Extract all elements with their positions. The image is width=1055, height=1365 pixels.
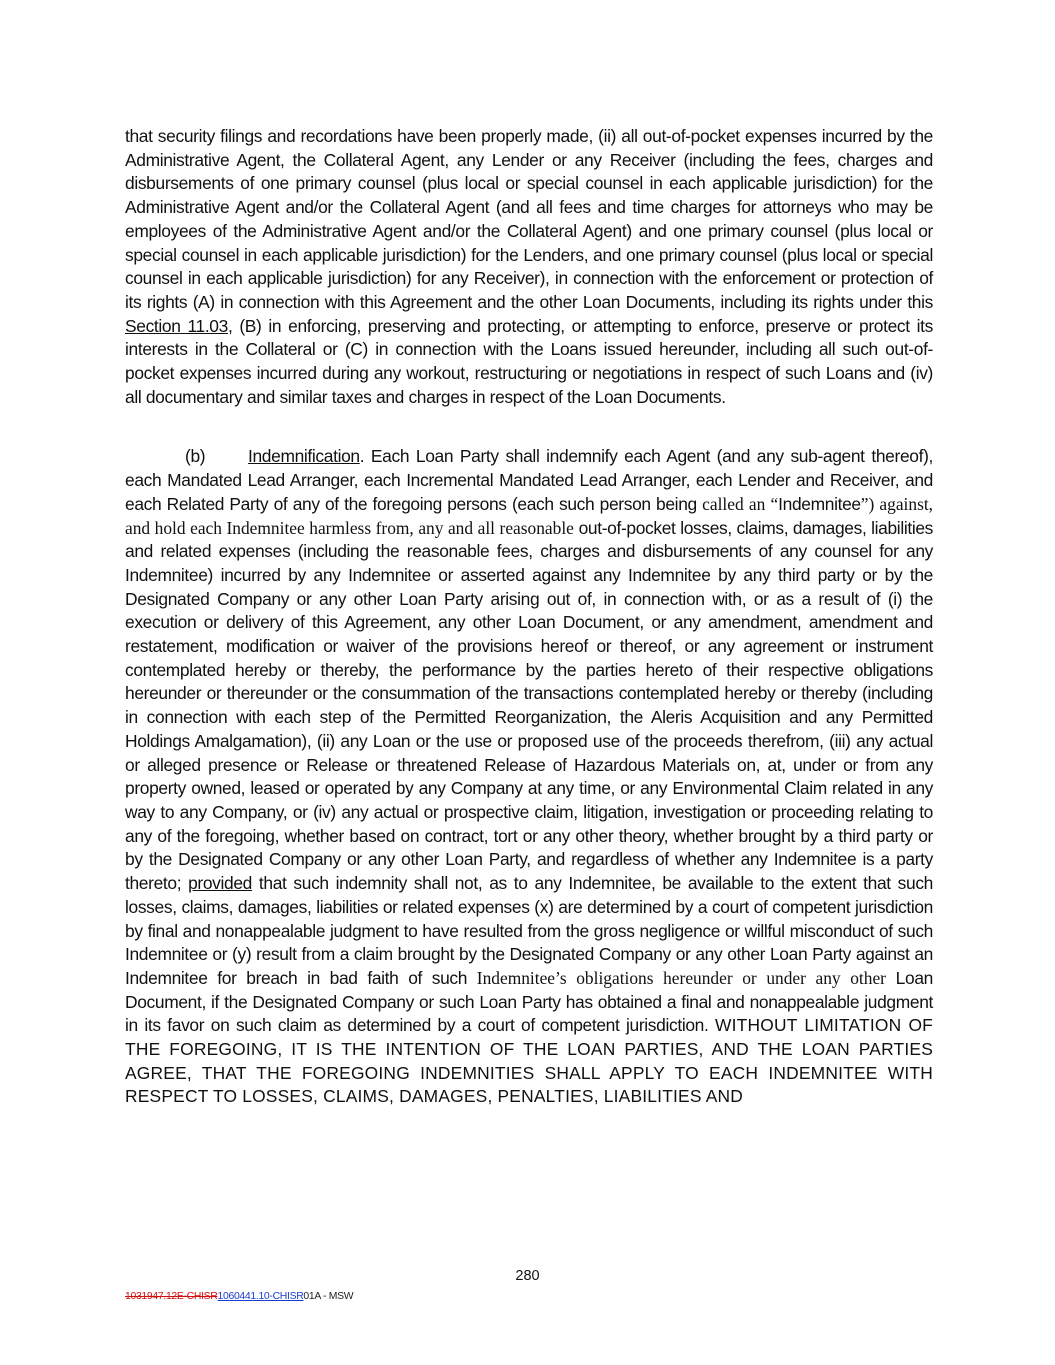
document-id-footer [125, 1291, 353, 1302]
paragraph-b-serif-2: ”) against, and hold each Indemnitee harmless from, any and all reasonable [125, 493, 934, 538]
paragraph-b-indemnification [125, 445, 933, 1109]
paragraph-b-serif-3: Indemnitee’s obligations hereunder or under any other [476, 967, 886, 988]
document-body [125, 125, 933, 1109]
indemnitee-defined-term: Indemnitee [778, 493, 861, 514]
paragraph-b-text-2: out-of-pocket losses, claims, damages, liabilities and related expenses (including the reasonable fees, charges and disbursements of any counsel for any Indemnitee) incurred by any Indemnitee or asserted against any Indemnitee by any third party or by the Designated Company or any other Loan Party arising out of, in connection with, or as a result of (i) the execution or delivery of this Agreement, any other Loan Document, or any amendment, amendment and restatement, modification or waiver of the provisions hereof or thereof, or any agreement or instrument contemplated hereby or thereby, the performance by the parties hereto of their respective obligations hereunder or thereunder or the consummation of the transactions contemplated hereby or thereby (including in connection with each step of the Permitted Reorganization, the Aleris Acquisition and any Permitted Holdings Amalgamation), (ii) any Loan or the use or proposed use of the proceeds therefrom, (iii) any actual or alleged presence or Release or threatened Release of Hazardous Materials on, at, under or from any property owned, leased or operated by any Company at any time, or any Environmental Claim related in any way to any Company, or (iv) any actual or prospective claim, litigation, investigation or proceeding relating to any of the foregoing, whether based on contract, tort or any other theory, whether brought by a third party or by the Designated Company or any other Loan Party, and regardless of whether any Indemnitee is a party thereto; [125, 517, 934, 894]
paragraph-a-continuation [125, 125, 933, 409]
paragraph-b-label: (b) [185, 446, 206, 467]
doc-id-inserted: 1060441.10-CHISR [217, 1291, 304, 1302]
paragraph-b-text-4: Loan Document, if the Designated Company or such Loan Party has obtained a final and nonappealable judgment in its favor on such claim as determined by a court of competent jurisdiction. [125, 967, 933, 1036]
paragraph-b-text-1: . Each Loan Party shall indemnify each Agent (and any sub-agent thereof), each Mandated Lead Arranger, each Incremental Mandated Lead Arranger, each Lender and Receiver, and each Related Party of any of the foregoing persons (each such person being [125, 446, 933, 514]
paragraph-a-text-2: , (B) in enforcing, preserving and protecting, or attempting to enforce, preserve or protect its interests in the Collateral or (C) in connection with the Loans issued hereunder, including all such out-of-pocket expenses incurred during any workout, restructuring or negotiations in respect of such Loans and (iv) all documentary and similar taxes and charges in respect of the Loan Documents. [125, 315, 934, 407]
paragraph-b-text-3: that such indemnity shall not, as to any Indemnitee, be available to the extent that such losses, claims, damages, liabilities or related expenses (x) are determined by a court of competent jurisdiction by final and nonappealable judgment to have resulted from the gross negligence or willful misconduct of such Indemnitee or (y) result from a claim brought by the Designated Company or any other Loan Party against an Indemnitee for breach in bad faith of such [125, 873, 933, 988]
proviso-term: provided [188, 873, 252, 894]
paragraph-a-text-1: that security filings and recordations have been properly made, (ii) all out-of-pocket expenses incurred by the Administrative Agent, the Collateral Agent, any Lender or any Receiver (including the fees, charges and disbursements of one primary counsel (plus local or special counsel in each applicable jurisdiction) for the Administrative Agent and/or the Collateral Agent (and all fees and time charges for attorneys who may be employees of the Administrative Agent and/or the Collateral Agent) and one primary counsel (plus local or special counsel in each applicable jurisdiction) for the Lenders, and one primary counsel (plus local or special counsel in each applicable jurisdiction) for any Receiver), in connection with the enforcement or protection of its rights (A) in connection with this Agreement and the other Loan Documents, including its rights under this [125, 126, 933, 312]
section-reference-link: Section 11.03 [125, 315, 228, 336]
paragraph-b-caps-text: WITHOUT LIMITATION OF THE FOREGOING, IT IS THE INTENTION OF THE LOAN PARTIES, AND THE LOAN PARTIES AGREE, THAT THE FOREGOING INDEMNITIES SHALL APPLY TO EACH INDEMNITEE WITH RESPECT TO LOSSES, CLAIMS, DAMAGES, PENALTIES, LIABILITIES AND [125, 1015, 933, 1107]
indemnification-heading: Indemnification [248, 446, 360, 467]
doc-id-deleted: 1031947.12E-CHISR [125, 1291, 218, 1302]
doc-id-suffix: 01A - MSW [303, 1291, 354, 1302]
page-number: 280 [515, 1268, 540, 1284]
paragraph-b-serif-1: called an “ [702, 493, 779, 514]
